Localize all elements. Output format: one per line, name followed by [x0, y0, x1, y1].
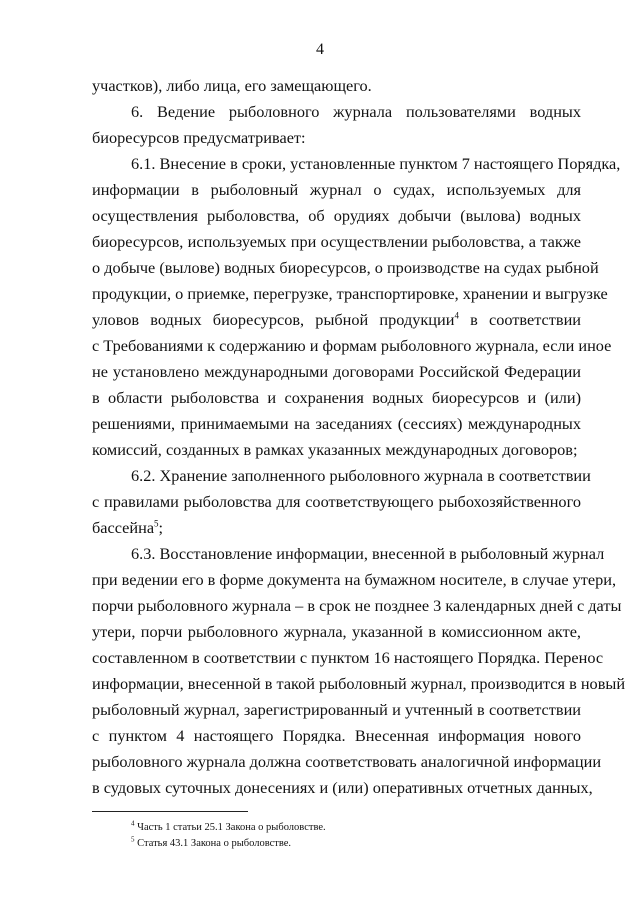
text-line: биоресурсов предусматривает:: [92, 128, 306, 147]
text-line: участков), либо лица, его замещающего.: [92, 76, 372, 95]
text-line-with-footnote-4: [92, 310, 581, 330]
text-line: решениями, принимаемыми на заседаниях (сессиях) международных: [92, 414, 581, 433]
footnote-divider: [92, 811, 248, 812]
text-line: при ведении его в форме документа на бумажном носителе, в случае утери,: [92, 570, 617, 589]
footnote-text: Часть 1 статьи 25.1 Закона о рыболовстве.: [137, 822, 326, 833]
paragraph-6-2-start: 6.2. Хранение заполненного рыболовного журнала в соответствии: [131, 466, 591, 485]
text-line: информации в рыболовный журнал о судах, используемых для: [92, 180, 581, 199]
footnote-text: Статья 43.1 Закона о рыболовстве.: [137, 838, 292, 849]
text-segment: в соответствии: [458, 310, 581, 329]
text-line: информации, внесенной в такой рыболовный журнал, производится в новый: [92, 674, 626, 693]
footnote-mark: 4: [131, 819, 135, 828]
text-line: комиссий, созданных в рамках указанных международных договоров;: [92, 440, 578, 459]
text-line: рыболовный журнал, зарегистрированный и учтенный в соответствии: [92, 700, 581, 719]
text-line: утери, порчи рыболовного журнала, указанной в комиссионном акте,: [92, 622, 581, 641]
footnote-ref-4: 4: [454, 310, 459, 321]
text-line: порчи рыболовного журнала – в срок не позднее 3 календарных дней с даты: [92, 596, 622, 615]
footnote-4: [131, 821, 326, 835]
text-segment: уловов водных биоресурсов, рыбной продукции: [92, 310, 455, 329]
text-line: рыболовного журнала должна соответствовать аналогичной информации: [92, 752, 602, 771]
text-line: в области рыболовства и сохранения водных биоресурсов и (или): [92, 388, 581, 407]
text-segment: бассейна: [92, 518, 155, 537]
paragraph-6-1-start: 6.1. Внесение в сроки, установленные пунктом 7 настоящего Порядка,: [131, 154, 621, 173]
text-line: в судовых суточных донесениях и (или) оперативных отчетных данных,: [92, 778, 593, 797]
text-line: с пунктом 4 настоящего Порядка. Внесенная информация нового: [92, 726, 581, 745]
text-line: не установлено международными договорами Российской Федерации: [92, 362, 581, 381]
paragraph-6-heading: 6. Ведение рыболовного журнала пользователями водных: [131, 102, 581, 121]
page-number: 4: [316, 41, 324, 58]
text-line-with-footnote-5: [92, 518, 581, 538]
paragraph-6-3-start: 6.3. Восстановление информации, внесенной в рыболовный журнал: [131, 544, 605, 563]
text-segment: ;: [158, 518, 164, 537]
text-line: продукции, о приемке, перегрузке, транспортировке, хранении и выгрузке: [92, 284, 608, 303]
text-line: осуществления рыболовства, об орудиях добычи (вылова) водных: [92, 206, 581, 225]
text-line: составленном в соответствии с пунктом 16 настоящего Порядка. Перенос: [92, 648, 604, 667]
text-line: с правилами рыболовства для соответствующего рыбохозяйственного: [92, 492, 581, 511]
footnote-mark: 5: [131, 835, 135, 844]
text-line: биоресурсов, используемых при осуществлении рыболовства, а также: [92, 232, 581, 251]
text-line: о добыче (вылове) водных биоресурсов, о производстве на судах рыбной: [92, 258, 599, 277]
footnote-ref-5: 5: [154, 518, 159, 529]
text-line: с Требованиями к содержанию и формам рыболовного журнала, если иное: [92, 336, 612, 355]
footnote-5: [131, 837, 291, 851]
